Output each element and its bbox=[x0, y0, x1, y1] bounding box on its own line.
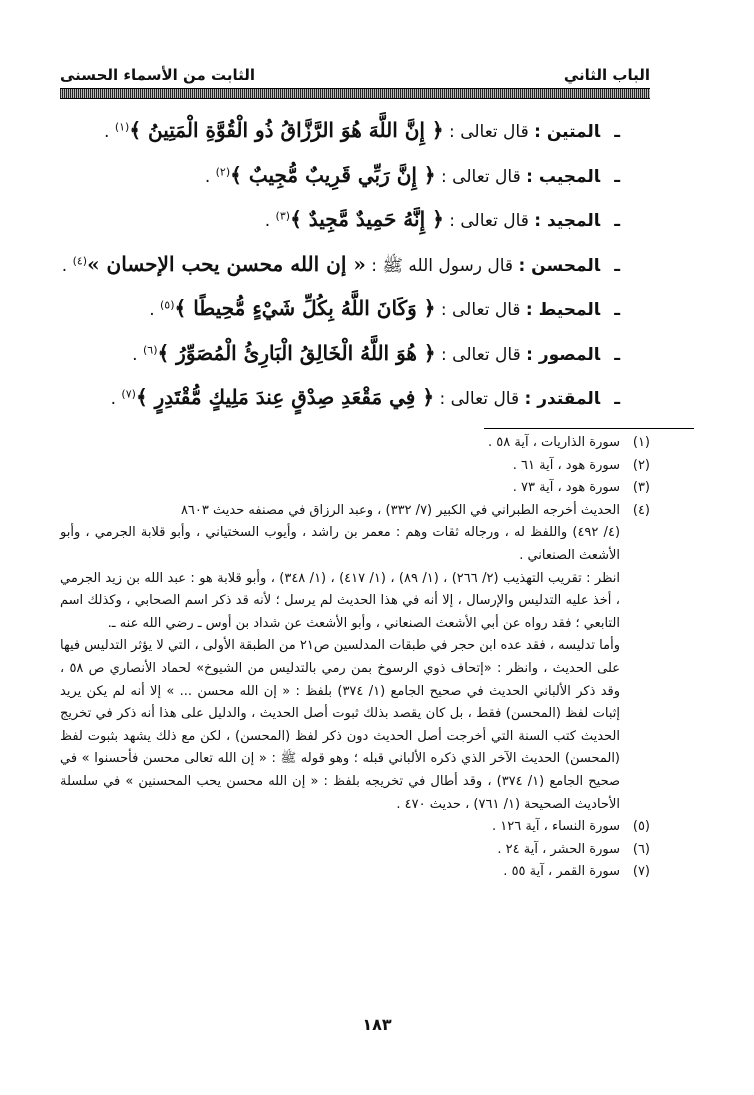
footnote-4-paragraph-3: وأما تدليسه ، فقد عده ابن حجر في طبقات المدلسين ص٢١ من الطبقة الأولى ، التي لا يؤثر التدليس فيها على الحديث ، وانظر : «إتحاف ذوي الرسوخ بمن رمي بالتدليس من الشيوخ» لحماد الأنصاري ص ٥٨ ، وقد ذكر الألباني الحديث في صحيح الجامع (١/ ٣٧٤) بلفظ : « إن الله محسن ... » إلا أنه لم يكن يريد إثبات لفظ (المحسن) فقط ، بل كان يقصد بذلك ثبوت أصل الحديث ، والدليل على هذا أنه ذكر في تخريج الحديث كتب السنة التي أخرجت أصل الحديث دون ذكر لفظ (المحسن) ، لكن مع ذلك يشهد بثبوت لفظ (المحسن) الحديث الآخر الذي ذكره الألباني قبله ؛ وهو قوله ﷺ : « إن الله تعالى محسن فأحسنوا » في صحيح الجامع (١/ ٣٧٤) ، وقد أطال في تخريجه بلفظ : « إن الله محسن يحب المحسنين » في سلسلة الأحاديث الصحيحة (١/ ٧٦١) ، حديث ٤٧٠ . bbox=[60, 638, 621, 812]
section-title: الثابت من الأسماء الحسنى bbox=[60, 66, 256, 84]
entry-name: المقتدر : bbox=[524, 389, 601, 409]
entry-intro: قال رسول الله ﷺ : bbox=[365, 255, 519, 276]
footnote-ref[interactable]: (٥) bbox=[160, 298, 175, 312]
entry-quote: ﴿ إِنَّ اللَّهَ هُوَ الرَّزَّاقُ ذُو الْقُوَّةِ الْمَتِينُ ﴾ bbox=[129, 118, 444, 142]
footnote-number: (٣) bbox=[632, 480, 650, 496]
footnote-ref[interactable]: (٣) bbox=[275, 209, 291, 223]
footnote-4-paragraph-2: انظر : تقريب التهذيب (٢/ ٢٦٦) ، (١/ ٨٩) ، (١/ ٤١٧) ، (١/ ٣٤٨) ، وأبو قلابة هو : عبد الله بن زيد الجرمي ، أخذ عليه التدليس والإرسال ، إلا أنه في هذا الحديث لم يرسل ؛ لأنه قد ذكر اسم الصحابي ، وكذلك اسم التابعي ؛ فقد رواه عن أبي الأشعث الصنعاني ، وأبو الأشعث عن شداد بن أوس ـ رضي الله عنه ـ. bbox=[60, 570, 620, 631]
footnote-number: (٤) bbox=[632, 502, 650, 518]
footnote-text: الحديث أخرجه الطبراني في الكبير (٧/ ٣٣٢) ، وعبد الرزاق في مصنفه حديث ٨٦٠٣ bbox=[180, 502, 620, 518]
entry-dash: ـ bbox=[614, 389, 620, 409]
entry-end: . bbox=[149, 300, 160, 320]
entry-dash: ـ bbox=[614, 211, 620, 231]
entry-name: المجيب : bbox=[526, 166, 601, 187]
footnote-ref[interactable]: (٤) bbox=[72, 253, 88, 267]
footnote-7 bbox=[60, 861, 650, 884]
footnote-text: سورة الذاريات ، آية ٥٨ . bbox=[488, 435, 620, 450]
page-number: ١٨٣ bbox=[362, 1015, 392, 1034]
entry-al-matin bbox=[90, 108, 620, 153]
entry-al-mujib bbox=[90, 153, 620, 198]
footnote-3 bbox=[60, 477, 650, 500]
chapter-title: الباب الثاني bbox=[563, 66, 650, 84]
entry-dash: ـ bbox=[614, 166, 620, 187]
entry-name: المجيد : bbox=[534, 211, 601, 231]
entry-intro: قال تعالى : bbox=[435, 166, 527, 187]
footnote-number: (٦) bbox=[632, 841, 650, 857]
entry-al-muhsin bbox=[61, 242, 620, 287]
footnote-2 bbox=[60, 455, 650, 478]
footnote-number: (١) bbox=[632, 435, 650, 450]
entry-quote: ﴿ هُوَ اللَّهُ الْخَالِقُ الْبَارِئُ الْمُصَوِّرُ ﴾ bbox=[157, 340, 436, 365]
entry-quote: « إن الله محسن يحب الإحسان » bbox=[87, 251, 366, 276]
footnote-text: سورة هود ، آية ٧٣ . bbox=[512, 480, 620, 496]
footnote-ref[interactable]: (١) bbox=[114, 120, 130, 134]
entry-name: المتين : bbox=[534, 122, 601, 142]
entry-end: . bbox=[204, 166, 216, 187]
running-header bbox=[60, 58, 650, 86]
footnote-4-paragraph-1: (٤/ ٤٩٢) واللفظ له ، ورجاله ثقات وهم : معمر بن راشد ، وأيوب السختياني ، وأبو قلابة الجرمي ، وأبو الأشعث الصنعاني . bbox=[60, 525, 621, 563]
entry-name: المصور : bbox=[526, 344, 601, 365]
footnote-number: (٧) bbox=[632, 864, 650, 880]
entry-quote: ﴿ إِنَّ رَبِّي قَرِيبٌ مُّجِيبٌ ﴾ bbox=[230, 162, 436, 187]
entry-al-majid bbox=[90, 197, 620, 242]
footnote-text: سورة الحشر ، آية ٢٤ . bbox=[497, 841, 620, 857]
footnote-separator bbox=[484, 428, 694, 429]
footnote-ref[interactable]: (٢) bbox=[215, 164, 231, 178]
entry-dash: ـ bbox=[614, 122, 620, 142]
footnote-text: سورة القمر ، آية ٥٥ . bbox=[503, 864, 620, 880]
footnotes bbox=[60, 432, 650, 884]
footnote-ref[interactable]: (٦) bbox=[142, 342, 158, 356]
names-list bbox=[61, 108, 620, 420]
entry-quote: ﴿ فِي مَقْعَدِ صِدْقٍ عِندَ مَلِيكٍ مُّقْتَدِرٍ ﴾ bbox=[135, 385, 435, 409]
footnote-1 bbox=[60, 432, 650, 455]
entry-intro: قال تعالى : bbox=[434, 389, 525, 409]
entry-intro: قال تعالى : bbox=[435, 344, 527, 365]
entry-end: . bbox=[104, 122, 115, 142]
entry-dash: ـ bbox=[614, 255, 620, 276]
footnote-6 bbox=[60, 839, 650, 862]
entry-al-muqtadir bbox=[90, 375, 620, 420]
entry-end: . bbox=[264, 211, 276, 231]
entry-al-muhit bbox=[90, 286, 620, 331]
entry-end: . bbox=[110, 389, 122, 409]
header-rule bbox=[60, 88, 650, 99]
entry-end: . bbox=[132, 344, 143, 365]
entry-dash: ـ bbox=[614, 344, 620, 365]
entry-intro: قال تعالى : bbox=[435, 300, 526, 320]
entry-end: . bbox=[61, 255, 73, 276]
entry-al-musawwir bbox=[90, 331, 620, 376]
footnote-5 bbox=[60, 816, 650, 839]
entry-name: المحسن : bbox=[518, 255, 601, 276]
entry-quote: ﴿ إِنَّهُ حَمِيدٌ مَّجِيدٌ ﴾ bbox=[290, 207, 444, 231]
footnote-number: (٢) bbox=[632, 457, 650, 473]
footnote-4 bbox=[60, 500, 650, 523]
entry-intro: قال تعالى : bbox=[443, 122, 535, 142]
entry-dash: ـ bbox=[614, 300, 620, 320]
entry-intro: قال تعالى : bbox=[443, 211, 535, 231]
footnote-number: (٥) bbox=[632, 819, 650, 835]
footnote-ref[interactable]: (٧) bbox=[121, 387, 136, 401]
footnote-text: سورة النساء ، آية ١٢٦ . bbox=[491, 819, 620, 835]
entry-quote: ﴿ وَكَانَ اللَّهُ بِكُلِّ شَيْءٍ مُّحِيطًا ﴾ bbox=[174, 296, 436, 320]
footnote-text: سورة هود ، آية ٦١ . bbox=[512, 457, 620, 473]
entry-name: المحيط : bbox=[525, 300, 601, 320]
